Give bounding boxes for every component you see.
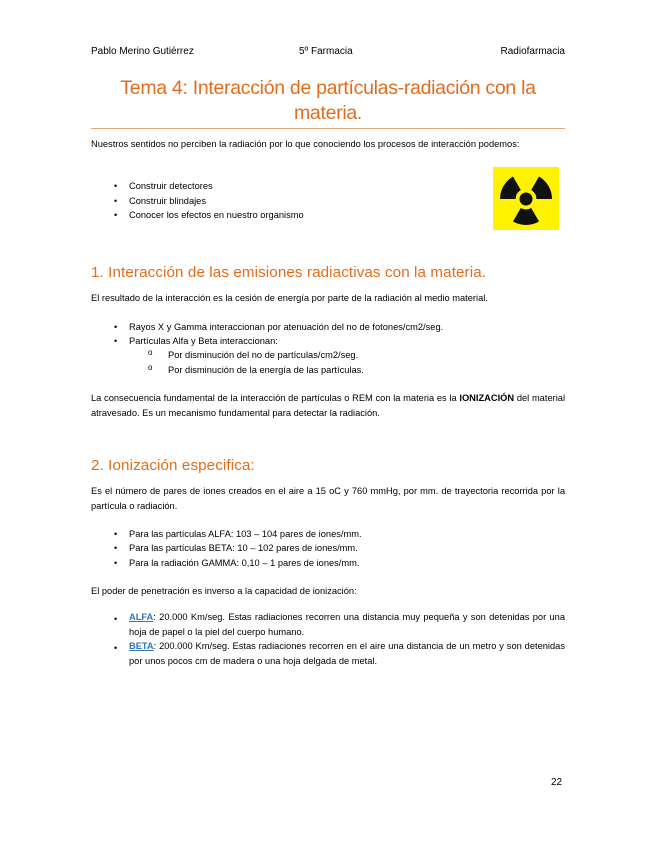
page-header (91, 46, 565, 60)
beta-description: : 200.000 Km/seg. Estas radiaciones recorren en el aire una distancia de un metro y son detenidas por unos pocos cm de madera o una hoja delgada de metal. (129, 641, 565, 666)
bullet-icon: • (114, 614, 118, 624)
section-1-bullet-2: Partículas Alfa y Beta interaccionan: (129, 336, 278, 346)
bullet-icon: • (114, 210, 118, 220)
header-author: Pablo Merino Gutiérrez (91, 46, 194, 57)
title-line-2: materia. (293, 102, 363, 124)
ionization-term: IONIZACIÓN (459, 393, 515, 403)
page-title (91, 76, 565, 126)
penetration-paragraph: El poder de penetración es inverso a la capacidad de ionización: (91, 586, 357, 596)
title-line-1: Tema 4: Interacción de partículas-radiación con la (120, 77, 536, 99)
section-1-heading: 1. Interacción de las emisiones radiactivas con la materia. (91, 264, 487, 281)
section-2-heading: 2. Ionización especifica: (91, 457, 255, 474)
bullet-icon: • (114, 196, 118, 206)
page-number: 22 (551, 777, 563, 788)
circle-bullet-icon: o (148, 363, 153, 372)
intro-bullet-3: Conocer los efectos en nuestro organismo (129, 210, 304, 220)
bullet-icon: • (114, 529, 118, 539)
circle-bullet-icon: o (148, 348, 153, 357)
bullet-icon: • (114, 336, 118, 346)
bullet-icon: • (114, 181, 118, 191)
section-1-subbullet-2: Por disminución de la energía de las partículas. (168, 365, 364, 375)
title-divider (91, 128, 565, 129)
bullet-icon: • (114, 322, 118, 332)
beta-item (129, 639, 565, 669)
section-2-bullet-1: Para las partículas ALFA: 103 – 104 pares de iones/mm. (129, 529, 362, 539)
alfa-link[interactable]: ALFA (129, 612, 154, 622)
intro-bullet-2: Construir blindajes (129, 196, 206, 206)
alfa-item (129, 610, 565, 640)
section-2-bullet-2: Para las partículas BETA: 10 – 102 pares de iones/mm. (129, 543, 358, 553)
beta-link[interactable]: BETA (129, 641, 154, 651)
alfa-description: : 20.000 Km/seg. Estas radiaciones recorren una distancia muy pequeña y son detenidas por una hoja de papel o la piel del cuerpo humano. (129, 612, 565, 637)
ionization-text-after: del material atravesado. Es un mecanismo fundamental para detectar la radiación. (91, 393, 566, 418)
bullet-icon: • (114, 543, 118, 553)
section-1-paragraph: El resultado de la interacción es la cesión de energía por parte de la radiación al medio material. (91, 293, 488, 303)
header-course: 5º Farmacia (299, 46, 353, 57)
header-subject: Radiofarmacia (500, 46, 565, 57)
intro-paragraph: Nuestros sentidos no perciben la radiación por lo que conociendo los procesos de interacción podemos: (91, 139, 520, 149)
section-1-bullet-1: Rayos X y Gamma interaccionan por atenuación del no de fotones/cm2/seg. (129, 322, 444, 332)
intro-bullet-1: Construir detectores (129, 181, 213, 191)
section-1-subbullet-1: Por disminución del no de partículas/cm2/seg. (168, 350, 359, 360)
radiation-hazard-icon (493, 167, 559, 230)
ionization-paragraph (91, 391, 565, 421)
bullet-icon: • (114, 643, 118, 653)
ionization-text-before: La consecuencia fundamental de la interacción de partículas o REM con la materia es la (91, 393, 460, 403)
section-2-bullet-3: Para la radiación GAMMA: 0,10 – 1 pares de iones/mm. (129, 558, 360, 568)
section-2-paragraph: Es el número de pares de iones creados en el aire a 15 oC y 760 mmHg, por mm. de trayectoria recorrida por la partícula o radiación. (91, 486, 565, 511)
bullet-icon: • (114, 558, 118, 568)
